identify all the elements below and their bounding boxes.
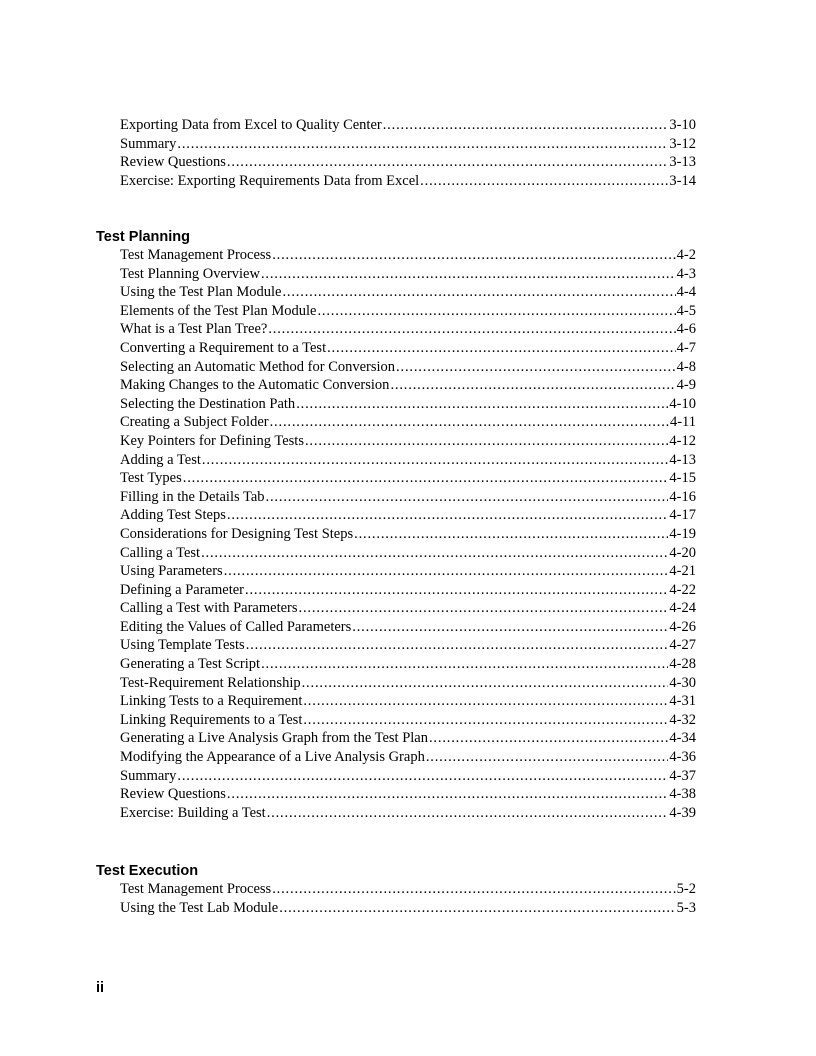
toc-entry[interactable] [120, 899, 696, 918]
toc-entry-page-number: 4-38 [669, 786, 696, 803]
toc-entry[interactable] [120, 767, 696, 786]
toc-entry[interactable] [120, 451, 696, 470]
toc-entry[interactable] [120, 525, 696, 544]
toc-entry-title: Exercise: Exporting Requirements Data from Excel [120, 172, 420, 189]
toc-entry-page-number: 3-10 [669, 117, 696, 133]
toc-entry[interactable] [120, 413, 696, 432]
toc-entry[interactable] [120, 581, 696, 600]
toc-entry[interactable] [120, 320, 696, 339]
dot-leader [420, 172, 668, 191]
toc-entry-page-number: 4-6 [676, 321, 696, 338]
toc-entry-page-number: 4-31 [669, 693, 696, 710]
dot-leader [302, 674, 669, 693]
toc-entry-page-number: 4-19 [669, 525, 696, 542]
toc-entry[interactable] [120, 153, 696, 172]
dot-leader [202, 451, 669, 470]
toc-entry[interactable] [120, 729, 696, 748]
toc-entry[interactable] [120, 358, 696, 377]
toc-entry-title: Test Types [120, 470, 182, 487]
dot-leader [383, 116, 669, 135]
toc-entry-title: Filling in the Details Tab [120, 488, 265, 505]
dot-leader [227, 785, 668, 804]
toc-entry[interactable] [120, 674, 696, 693]
toc-entry-title: Test Management Process [120, 881, 272, 897]
toc-entry-page-number: 4-21 [669, 563, 696, 580]
dot-leader [177, 767, 668, 786]
toc-entry[interactable] [120, 265, 696, 284]
toc-entry-title: Selecting the Destination Path [120, 395, 296, 412]
dot-leader [268, 320, 675, 339]
dot-leader [299, 599, 669, 618]
toc-entry-title: Key Pointers for Defining Tests [120, 432, 304, 449]
toc-entry[interactable] [120, 692, 696, 711]
toc-entry-title: What is a Test Plan Tree? [120, 321, 268, 338]
toc-entry-page-number: 4-11 [669, 414, 696, 431]
toc-entry-title: Test Planning Overview [120, 265, 260, 282]
toc-section-test-planning [96, 228, 696, 822]
toc-entry-page-number: 4-3 [676, 265, 696, 282]
toc-entry-page-number: 4-8 [676, 358, 696, 375]
toc-entry-title: Adding Test Steps [120, 507, 226, 524]
toc-entry-title: Using Parameters [120, 563, 223, 580]
toc-entry-page-number: 4-26 [669, 618, 696, 635]
toc-entry-title: Test Management Process [120, 247, 272, 263]
dot-leader [227, 506, 669, 525]
toc-entry-page-number: 5-3 [676, 899, 696, 916]
toc-entry-page-number: 4-17 [669, 507, 696, 524]
toc-entry[interactable] [120, 469, 696, 488]
toc-entry-title: Using the Test Lab Module [120, 899, 279, 916]
toc-entry-title: Considerations for Designing Test Steps [120, 525, 354, 542]
toc-entry-page-number: 5-2 [676, 881, 696, 897]
dot-leader [327, 339, 676, 358]
toc-entry-title: Selecting an Automatic Method for Conversion [120, 358, 396, 375]
toc-entry-page-number: 4-32 [669, 711, 696, 728]
dot-leader [282, 283, 675, 302]
toc-entry-title: Defining a Parameter [120, 581, 245, 598]
toc-entry-title: Converting a Requirement to a Test [120, 339, 327, 356]
toc-entries [120, 116, 696, 190]
dot-leader [227, 153, 668, 172]
toc-entry-page-number: 3-13 [669, 154, 696, 171]
dot-leader [354, 525, 668, 544]
toc-entry[interactable] [120, 432, 696, 451]
dot-leader [317, 302, 675, 321]
toc-entry[interactable] [120, 395, 696, 414]
toc-entry-page-number: 4-4 [676, 284, 696, 301]
toc-entry-page-number: 4-7 [676, 339, 696, 356]
dot-leader [246, 636, 669, 655]
dot-leader [224, 562, 669, 581]
dot-leader [303, 692, 668, 711]
toc-entry[interactable] [120, 283, 696, 302]
dot-leader [429, 729, 668, 748]
toc-entry[interactable] [120, 302, 696, 321]
toc-entry-page-number: 3-14 [669, 172, 696, 189]
toc-entry-page-number: 4-20 [669, 544, 696, 561]
dot-leader [177, 135, 668, 154]
toc-entry-page-number: 4-39 [669, 804, 696, 821]
page-number: ii [96, 980, 105, 996]
toc-entry-title: Calling a Test [120, 544, 201, 561]
dot-leader [267, 804, 669, 823]
toc-entry-title: Test-Requirement Relationship [120, 674, 301, 691]
toc-entry-title: Summary [120, 767, 177, 784]
toc-entry-page-number: 4-13 [669, 451, 696, 468]
toc-entry-title: Adding a Test [120, 451, 201, 468]
toc-entry-title: Exporting Data from Excel to Quality Center [120, 117, 382, 133]
toc-entry[interactable] [120, 544, 696, 563]
toc-entry[interactable] [120, 376, 696, 395]
toc-entry[interactable] [120, 655, 696, 674]
dot-leader [266, 488, 669, 507]
toc-entry-title: Elements of the Test Plan Module [120, 302, 317, 319]
toc-entry[interactable] [120, 339, 696, 358]
dot-leader [396, 358, 676, 377]
dot-leader [352, 618, 668, 637]
section-heading: Test Execution [96, 863, 199, 879]
dot-leader [303, 711, 668, 730]
toc-entry-page-number: 4-9 [676, 377, 696, 394]
toc-entry[interactable] [120, 785, 696, 804]
toc-entry-title: Editing the Values of Called Parameters [120, 618, 352, 635]
toc-entry-title: Creating a Subject Folder [120, 414, 269, 431]
toc-entry-title: Exercise: Building a Test [120, 804, 266, 821]
toc-entries [120, 246, 696, 822]
dot-leader [270, 413, 669, 432]
toc-entry-page-number: 4-30 [669, 674, 696, 691]
toc-entry-page-number: 4-15 [669, 470, 696, 487]
toc-entry[interactable] [120, 135, 696, 154]
toc-entry-page-number: 4-28 [669, 656, 696, 673]
toc-entry[interactable] [120, 711, 696, 730]
dot-leader [261, 655, 668, 674]
toc-entry[interactable] [120, 748, 696, 767]
toc-entry-page-number: 4-34 [669, 730, 696, 747]
toc-entry[interactable] [120, 618, 696, 637]
toc-entry-title: Generating a Live Analysis Graph from the Test Plan [120, 730, 428, 747]
dot-leader [183, 469, 669, 488]
toc-entries [120, 880, 696, 917]
toc-entry[interactable] [120, 804, 696, 823]
toc-entry[interactable] [120, 488, 696, 507]
toc-entry-page-number: 4-22 [669, 581, 696, 598]
toc-entry-page-number: 4-2 [676, 247, 696, 263]
toc-section-continuation [96, 116, 696, 190]
dot-leader [296, 395, 668, 414]
toc-entry[interactable] [120, 636, 696, 655]
toc-entry-page-number: 4-37 [669, 767, 696, 784]
toc-entry-title: Summary [120, 135, 177, 152]
toc-entry-title: Linking Requirements to a Test [120, 711, 303, 728]
toc-entry[interactable] [120, 246, 696, 265]
toc-entry[interactable] [120, 116, 696, 135]
toc-entry-title: Generating a Test Script [120, 656, 261, 673]
toc-entry[interactable] [120, 562, 696, 581]
dot-leader [305, 432, 668, 451]
toc-entry[interactable] [120, 599, 696, 618]
toc-entry-title: Using the Test Plan Module [120, 284, 282, 301]
toc-entry-page-number: 4-16 [669, 488, 696, 505]
toc-entry-page-number: 4-36 [669, 749, 696, 766]
toc-entry-title: Review Questions [120, 154, 226, 171]
toc-entry[interactable] [120, 506, 696, 525]
section-heading: Test Planning [96, 229, 190, 245]
toc-entry-page-number: 4-10 [669, 395, 696, 412]
toc-entry-page-number: 4-24 [669, 600, 696, 617]
dot-leader [426, 748, 669, 767]
toc-entry-page-number: 4-12 [669, 432, 696, 449]
dot-leader [279, 899, 675, 918]
toc-entry-title: Using Template Tests [120, 637, 245, 654]
dot-leader [245, 581, 668, 600]
toc-entry-title: Linking Tests to a Requirement [120, 693, 303, 710]
dot-leader [201, 544, 668, 563]
toc-entry-page-number: 4-27 [669, 637, 696, 654]
toc-section-test-execution [96, 862, 696, 917]
toc-entry[interactable] [120, 172, 696, 191]
toc-entry-title: Making Changes to the Automatic Conversion [120, 377, 390, 394]
toc-entry-page-number: 3-12 [669, 135, 696, 152]
toc-entry-title: Review Questions [120, 786, 226, 803]
toc-entry-page-number: 4-5 [676, 302, 696, 319]
toc-entry-title: Calling a Test with Parameters [120, 600, 298, 617]
toc-entry-title: Modifying the Appearance of a Live Analysis Graph [120, 749, 425, 766]
dot-leader [390, 376, 675, 395]
dot-leader [272, 246, 675, 265]
dot-leader [272, 880, 675, 899]
dot-leader [261, 265, 676, 284]
toc-entry[interactable] [120, 880, 696, 899]
